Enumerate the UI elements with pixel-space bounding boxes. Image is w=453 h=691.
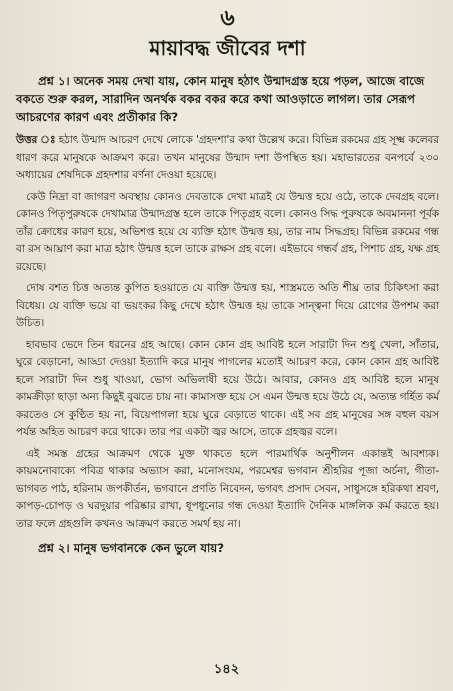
body-paragraph: এই সমস্ত গ্রহের আক্রমণ থেকে মুক্ত থাকতে হলে পারমার্থিক অনুশীলন একান্তই আবশ্যক। কায়মনোবাক্যে পবিত্র থাকার অভ্যাস করা, মনোসংযম, পরমেশ্বর ভগবান শ্রীহরির পূজা অর্চনা, গীতা-ভাগবত পাঠ, হরিনাম জপকীর্তন, ভগবানে প্রণতি নিবেদন, ভগবৎ প্রসাদ সেবন, সাধুসঙ্গে হরিকথা শ্রবণ, কাপড়-চোপড় ও ঘরদুয়ার পরিষ্কার রাখা, ধূপধুনোর গন্ধ দেওয়া ইত্যাদি দৈনিক মাঙ্গলিক কর্ম করতে হয়। তার ফলে গ্রহগুলি কখনও আক্রমণ করতে সমর্থ হয় না।: [16, 447, 439, 530]
chapter-number: ৬: [220, 6, 235, 31]
answer-text: হঠাৎ উন্মাদ আচরণ দেখে লোকে 'গ্রহদশা'র কথা উল্লেখ করে। বিভিন্ন রকমের গ্রহ সূক্ষ্ম কলেবর ধারণ করে মানুষকে আক্রমণ করে। তখন মানুষের উন্মাদ দশা উপস্থিত হয়। মহাভারতের বনপর্বে ২৩০ অধ্যায়ের শেষদিকে গ্রহদশার বর্ণনা দেওয়া হয়েছে।: [16, 134, 439, 181]
chapter-title: মায়াবদ্ধ জীবের দশা: [149, 36, 306, 60]
answer-paragraph: [16, 132, 439, 185]
body-paragraph: হাবভাব ভেদে তিন ধরনের গ্রহ আছে। কোন কোন গ্রহ আবিষ্ট হলে সারাটা দিন শুধু খেলা, সাঁতার, ঘুরে বেড়ানো, আড্ডা দেওয়া ইত্যাদি করে মানুষ পাগলের মতোই আচরণ করে, কোন কোন গ্রহ আবিষ্ট হলে সারাটা দিন শুধু খাওয়া, ভোগ অভিলাষী হয়ে উঠে। আবার, কোনও গ্রহ আবিষ্ট হলে মানুষ কামক্রীড়া ছাড়া অন্য কিছুই বুঝতে চায় না। কামাসক্ত হয়ে সে এমন উন্মত্ত হয়ে উঠে যে, অত্যন্ত গর্হিত কর্ম করতেও সে কুণ্ঠিত হয় না, বিয়েপাগলা হয়ে ঘুরে বেড়াতে থাকে। এই সব গ্রহ মানুষের সঙ্গ বহুল বয়স পর্যন্ত অহিত আচরণ করে থাকে। তার পর একটা জ্বর আসে, তাকে গ্রহজ্বর বলে।: [16, 338, 439, 438]
question-2: প্রশ্ন ২। মানুষ ভগবানকে কেন ভুলে যায়?: [38, 541, 224, 555]
page-number: ১৪২: [213, 662, 240, 677]
answer-label: উত্তর ঃ: [16, 134, 56, 146]
body-paragraph: দোষ বশত চিত্ত অত্যন্ত কুপিত হওয়াতে যে ব্যক্তি উন্মত্ত হয়, শাস্ত্রমতে অতি শীঘ্র তার চিকিৎসা করা বিধেয়। যে ব্যক্তি ভয়ে বা ভয়ংকর কিছু দেখে হঠাৎ উন্মত্ত হয় তাকে সান্ত্বনা দিয়ে রোগের উপশম করা উচিত।: [16, 282, 439, 329]
body-paragraph: কেউ নিদ্রা বা জাগরণ অবস্থায় কোনও দেবতাকে দেখা মাত্রই যে উন্মত্ত হয়ে ওঠে, তাকে দেবগ্রহ বলে। কোনও পিতৃপুরুষকে দেখামাত্র উন্মাদগ্রস্ত হলে তাকে পিতৃগ্রহ বলে। কোনও সিদ্ধ পুরুষকে অবমাননা পূর্বক তাঁর ক্রোধের কারণ হয়ে, অভিশপ্ত হয়ে যে ব্যক্তি হঠাৎ উন্মত্ত হয়, তার নাম সিদ্ধগ্রহ। বিভিন্ন রকমের গন্ধ বা রস আঘ্রাণ করা মাত্র হঠাৎ উন্মত্ত হলে তাকে রাক্ষস গ্রহ বলে। এইভাবে গন্ধর্ব গ্রহ, পিশাচ গ্রহ, যক্ষ গ্রহ রয়েছে।: [16, 190, 439, 273]
question-1: প্রশ্ন ১। অনেক সময় দেখা যায়, কোন মানুষ হঠাৎ উন্মাদগ্রস্ত হয়ে পড়ল, আজে বাজে বকতে শুরু করল, সারাদিন অনর্থক বকর বকর করে কথা আওড়াতে লাগল। তার সেরূপ আচরণের কারণ এবং প্রতীকার কি?: [16, 74, 425, 124]
